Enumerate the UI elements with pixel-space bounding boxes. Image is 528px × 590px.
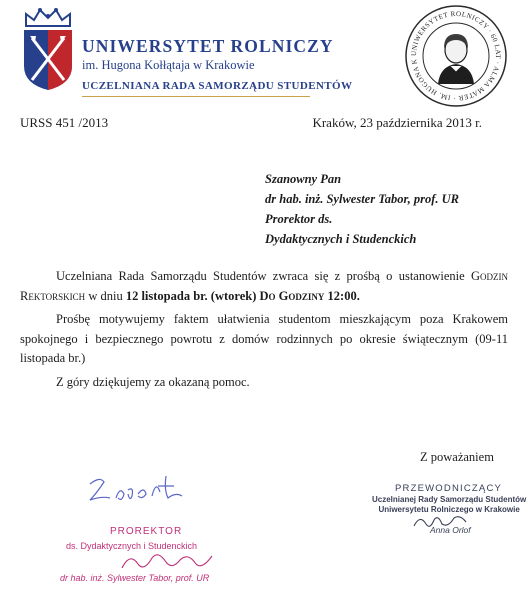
addressee-line: dr hab. inż. Sylwester Tabor, prof. UR [265,192,460,206]
letter-date: Kraków, 23 października 2013 r. [312,115,482,130]
addressee-line: Dydaktycznych i Studenckich [265,232,417,246]
prorektor-stamp-department: ds. Dydaktycznych i Studenckich [66,541,198,551]
addressee-line: Szanowny Pan [265,172,342,186]
council-name: UCZELNIANA RADA SAMORZĄDU STUDENTÓW [82,80,353,92]
university-coat-of-arms-icon [20,6,76,92]
chair-stamp-name: Anna Orlof [430,525,471,535]
prorektor-signature-icon [118,548,218,574]
university-anniversary-seal-icon [401,0,508,108]
paragraph-justification: Prośbę motywujemy faktem ułatwienia studentom mieszkającym poza Krakowem spokojnego i bezpiecznego powrotu z domów rodzinnych po okresie świątecznym (09-11 listopada br.) [20,312,508,365]
addressee-line: Prorektor ds. [265,212,333,226]
seal-text: UNIWERSYTET ROLNICZY · 60 LAT · ALMA MATER · IM. HUGONA KOŁŁĄTAJA · [401,0,503,103]
university-name: UNIWERSYTET ROLNICZY [82,36,334,56]
approval-handwriting-icon [86,472,196,506]
letter-reference-number: URSS 451 /2013 [20,115,109,130]
prorektor-stamp-name: dr hab. inż. Sylwester Tabor, prof. UR [60,573,210,583]
addressee-block [265,169,459,249]
paragraph-thanks: Z góry dziękujemy za okazaną pomoc. [56,374,250,389]
header-divider [82,96,310,97]
letter-body [20,267,508,396]
prorektor-stamp-title: PROREKTOR [110,526,183,537]
paragraph-request: Uczelniana Rada Samorządu Studentów zwraca się z prośbą o ustanowienie Godzin Rektorskich w dniu 12 listopada br. (wtorek) Do Godziny 12:00. [20,269,508,303]
university-subtitle: im. Hugona Kołłątaja w Krakowie [82,58,255,72]
letter-closing: Z poważaniem [420,450,494,464]
chair-stamp-title: PRZEWODNICZĄCY [395,483,503,494]
chair-stamp-body: Uczelnianej Rady Samorządu Studentów Uniwersytetu Rolniczego w Krakowie [372,495,527,514]
